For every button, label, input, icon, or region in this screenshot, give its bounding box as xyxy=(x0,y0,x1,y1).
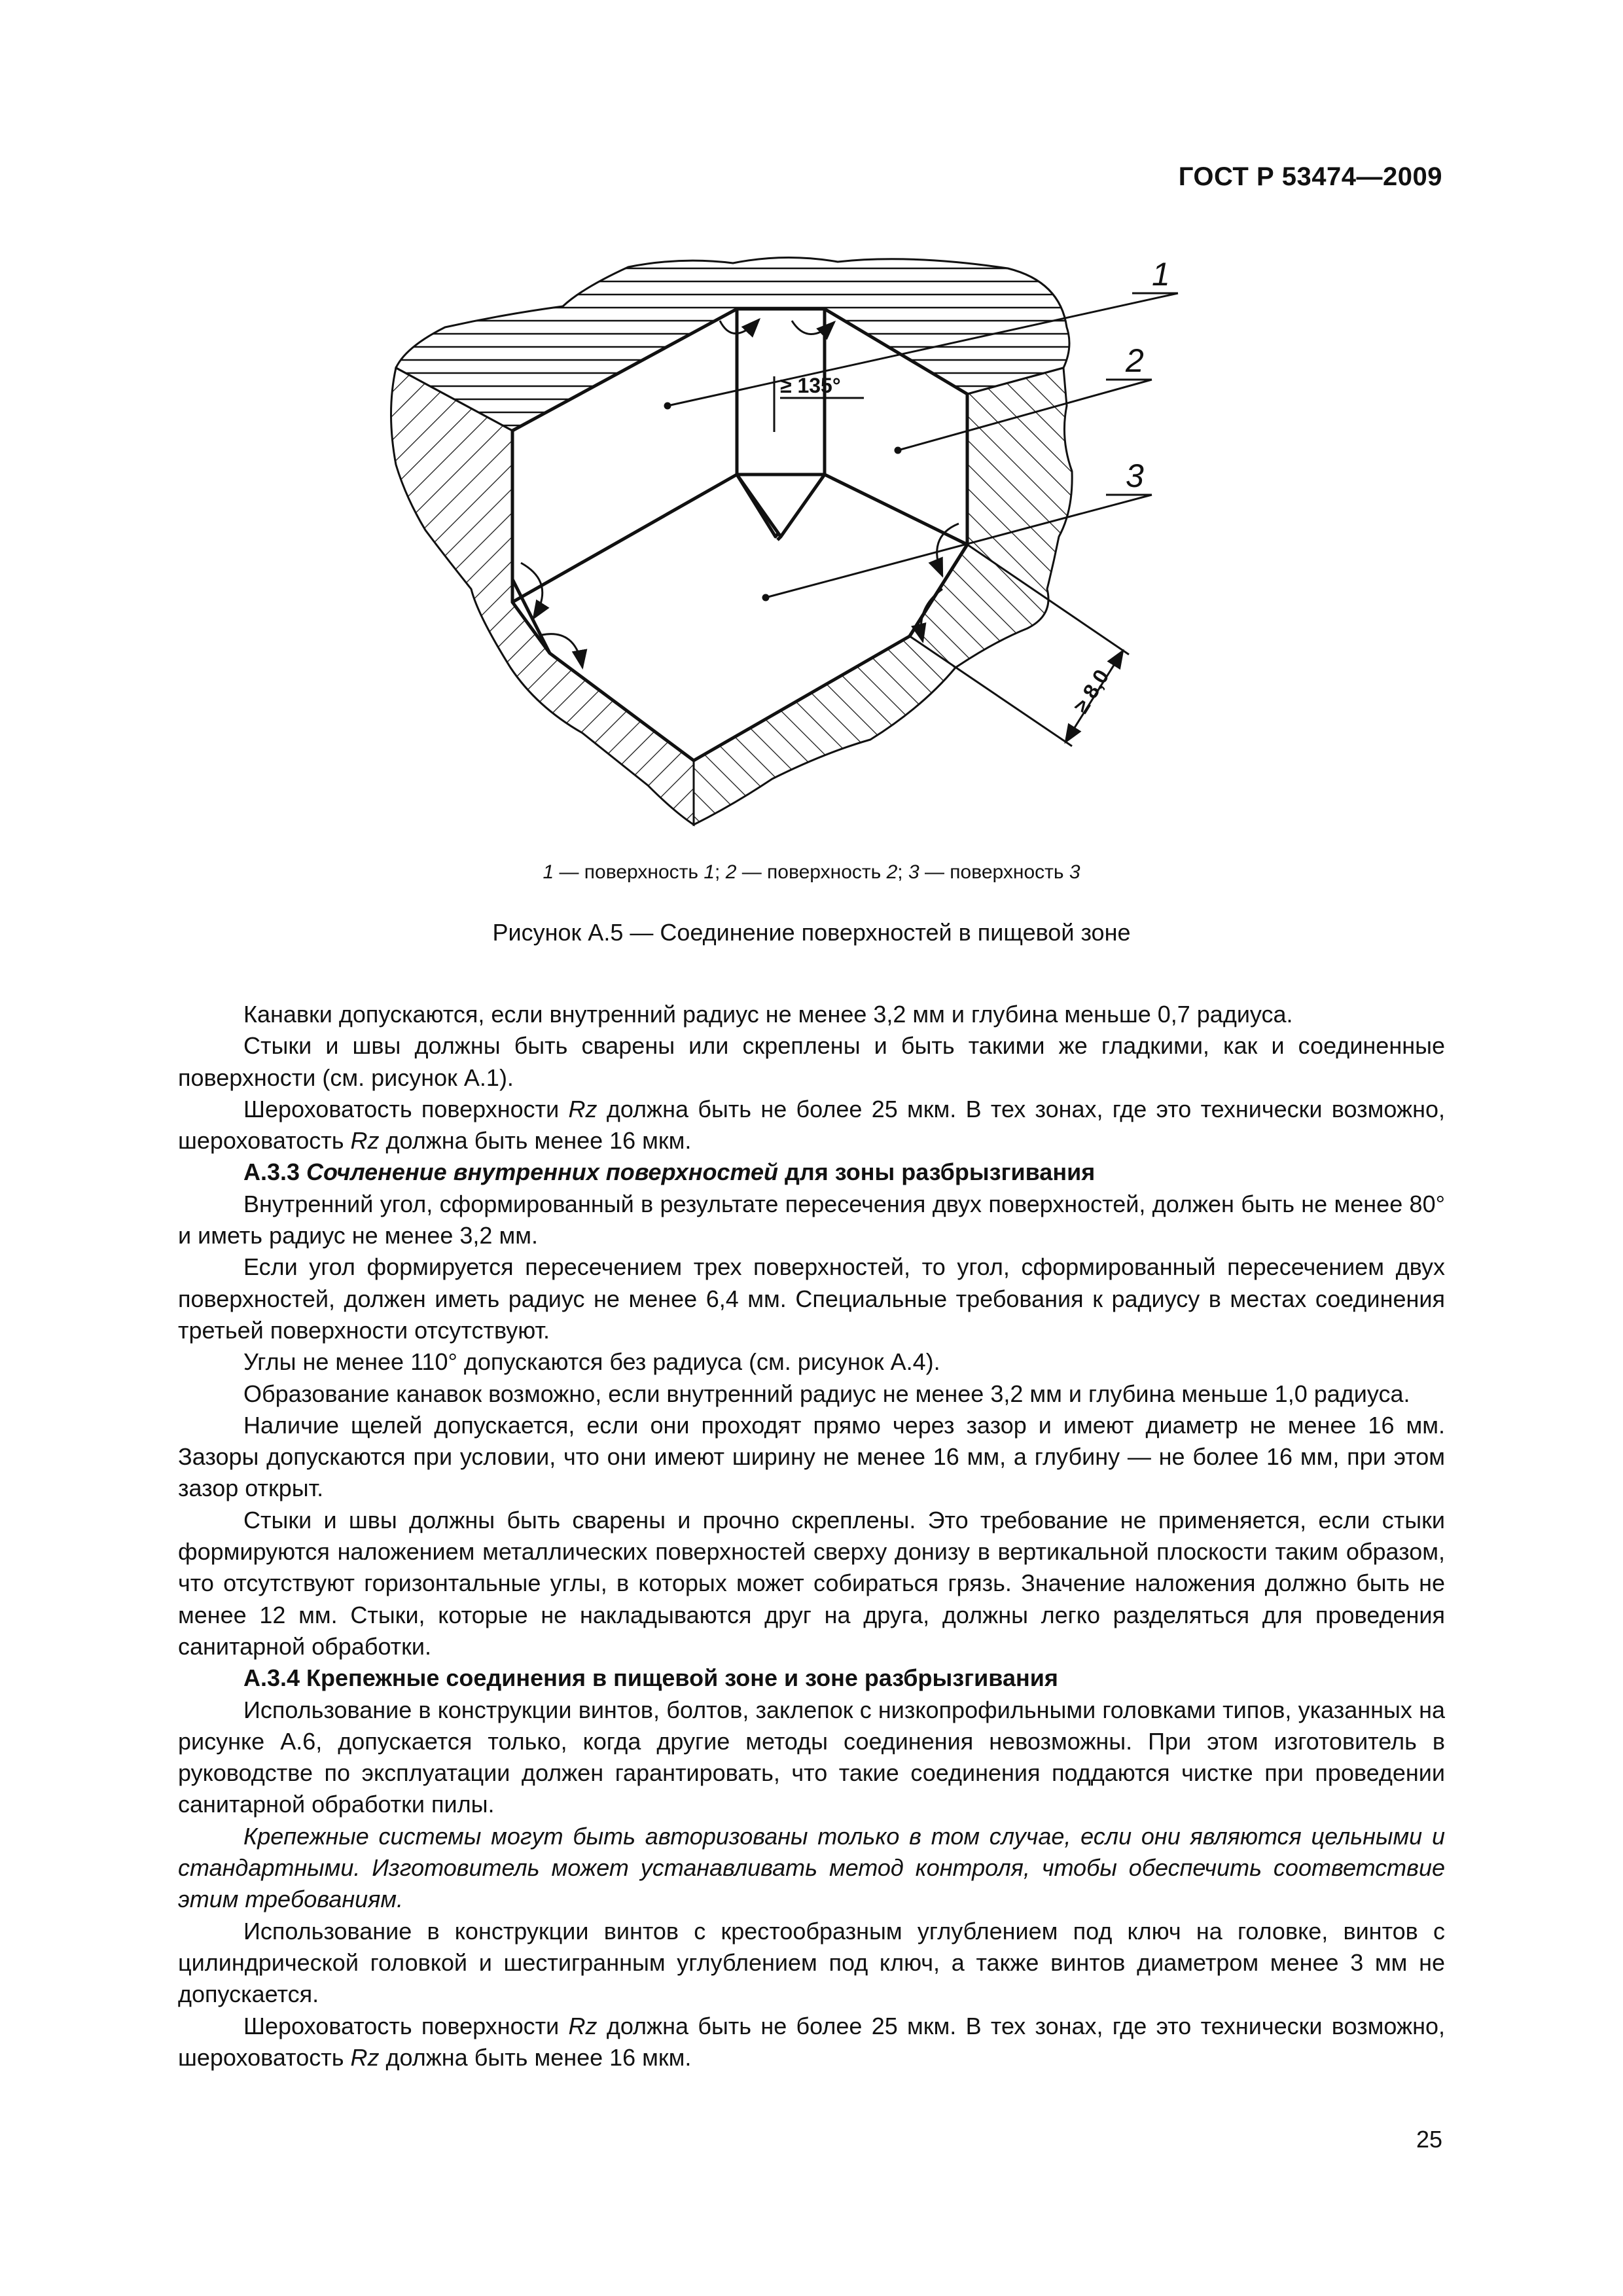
figure-legend: 1 — поверхность 1; 2 — поверхность 2; 3 — поверхность 3 xyxy=(543,861,1080,883)
paragraph: Шероховатость поверхности Rz должна быть не более 25 мкм. В тех зонах, где это технически возможно, шероховатость Rz должна быть менее 16 мкм. xyxy=(178,1095,1446,1155)
paragraph: Образование канавок возможно, если внутренний радиус не менее 3,2 мм и глубина меньше 1,0 радиуса. xyxy=(243,1380,1410,1407)
paragraph: Стыки и швы должны быть сварены и прочно скреплены. Это требование не применяется, если стыки формируются наложением металлических поверхностей сверху донизу в вертикальной плоскости таким образом, что отсутствуют горизонтальные углы, в которых может собираться грязь. Значение наложения должно быть не менее 12 мм. Стыки, которые не накладываются друг на друга, должны легко разделяться для проведения санитарной обработки. xyxy=(178,1506,1445,1660)
paragraph: Канавки допускаются, если внутренний радиус не менее 3,2 мм и глубина меньше 0,7 радиуса. xyxy=(243,1001,1293,1028)
callout-3: 3 xyxy=(1126,457,1144,494)
paragraph: Внутренний угол, сформированный в результате пересечения двух поверхностей, должен быть не менее 80° и иметь радиус не менее 3,2 мм. xyxy=(178,1190,1445,1249)
paragraph: Стыки и швы должны быть сварены или скреплены и быть такими же гладкими, как и соединенные поверхности (см. рисунок А.1). xyxy=(178,1032,1445,1091)
paragraph: Использование в конструкции винтов с крестообразным углублением под ключ на головке, винтов с цилиндрической головкой и шестигранным углублением под ключ, а также винтов диаметром менее 3 мм не допускается. xyxy=(178,1917,1445,2008)
page-number: 25 xyxy=(1416,2126,1442,2153)
body-text xyxy=(178,999,1445,2073)
callout-2: 2 xyxy=(1126,342,1144,379)
paragraph: Использование в конструкции винтов, болтов, заклепок с низкопрофильными головками типов, указанных на рисунке А.6, допускается только, когда другие методы соединения невозможны. При этом изготовитель в руководстве по эксплуатации должен гарантировать, что такие соединения поддаются чистке при проведении санитарной обработки пилы. xyxy=(178,1696,1445,1818)
paragraph: Если угол формируется пересечением трех поверхностей, то угол, сформированный пересечением двух поверхностей, должен иметь радиус не менее 6,4 мм. Специальные требования к радиусу в местах соединения третьей поверхности отсутствуют. xyxy=(178,1253,1445,1344)
paragraph: Наличие щелей допускается, если они проходят прямо через зазор и имеют диаметр не менее 16 мм. Зазоры допускаются при условии, что они имеют ширину не менее 16 мм, а глубину — не более 16 мм, при этом зазор открыт. xyxy=(178,1411,1445,1502)
document-code: ГОСТ Р 53474—2009 xyxy=(1178,162,1442,191)
section-heading-a34: А.3.4 Крепежные соединения в пищевой зоне и зоне разбрызгивания xyxy=(243,1664,1058,1692)
section-heading-a33: А.3.3 Сочленение внутренних поверхностей для зоны разбрызгивания xyxy=(243,1158,1096,1186)
angle-label: ≥ 135° xyxy=(780,374,841,397)
figure-caption: Рисунок А.5 — Соединение поверхностей в пищевой зоне xyxy=(492,919,1131,946)
paragraph-italic: Крепежные системы могут быть авторизованы только в том случае, если они являются цельными и стандартными. Изготовитель может устанавливать метод контроля, чтобы обеспечить соответствие этим требованиям. xyxy=(178,1822,1445,1913)
figure-a5 xyxy=(366,249,1211,838)
callout-1: 1 xyxy=(1152,256,1170,293)
paragraph: Углы не менее 110° допускаются без радиуса (см. рисунок А.4). xyxy=(243,1348,940,1376)
paragraph: Шероховатость поверхности Rz должна быть не более 25 мкм. В тех зонах, где это технически возможно, шероховатость Rz должна быть менее 16 мкм. xyxy=(178,2012,1446,2071)
figure-drawing xyxy=(366,249,1211,838)
dimension-label: ≥ 8,0 xyxy=(1069,665,1114,717)
